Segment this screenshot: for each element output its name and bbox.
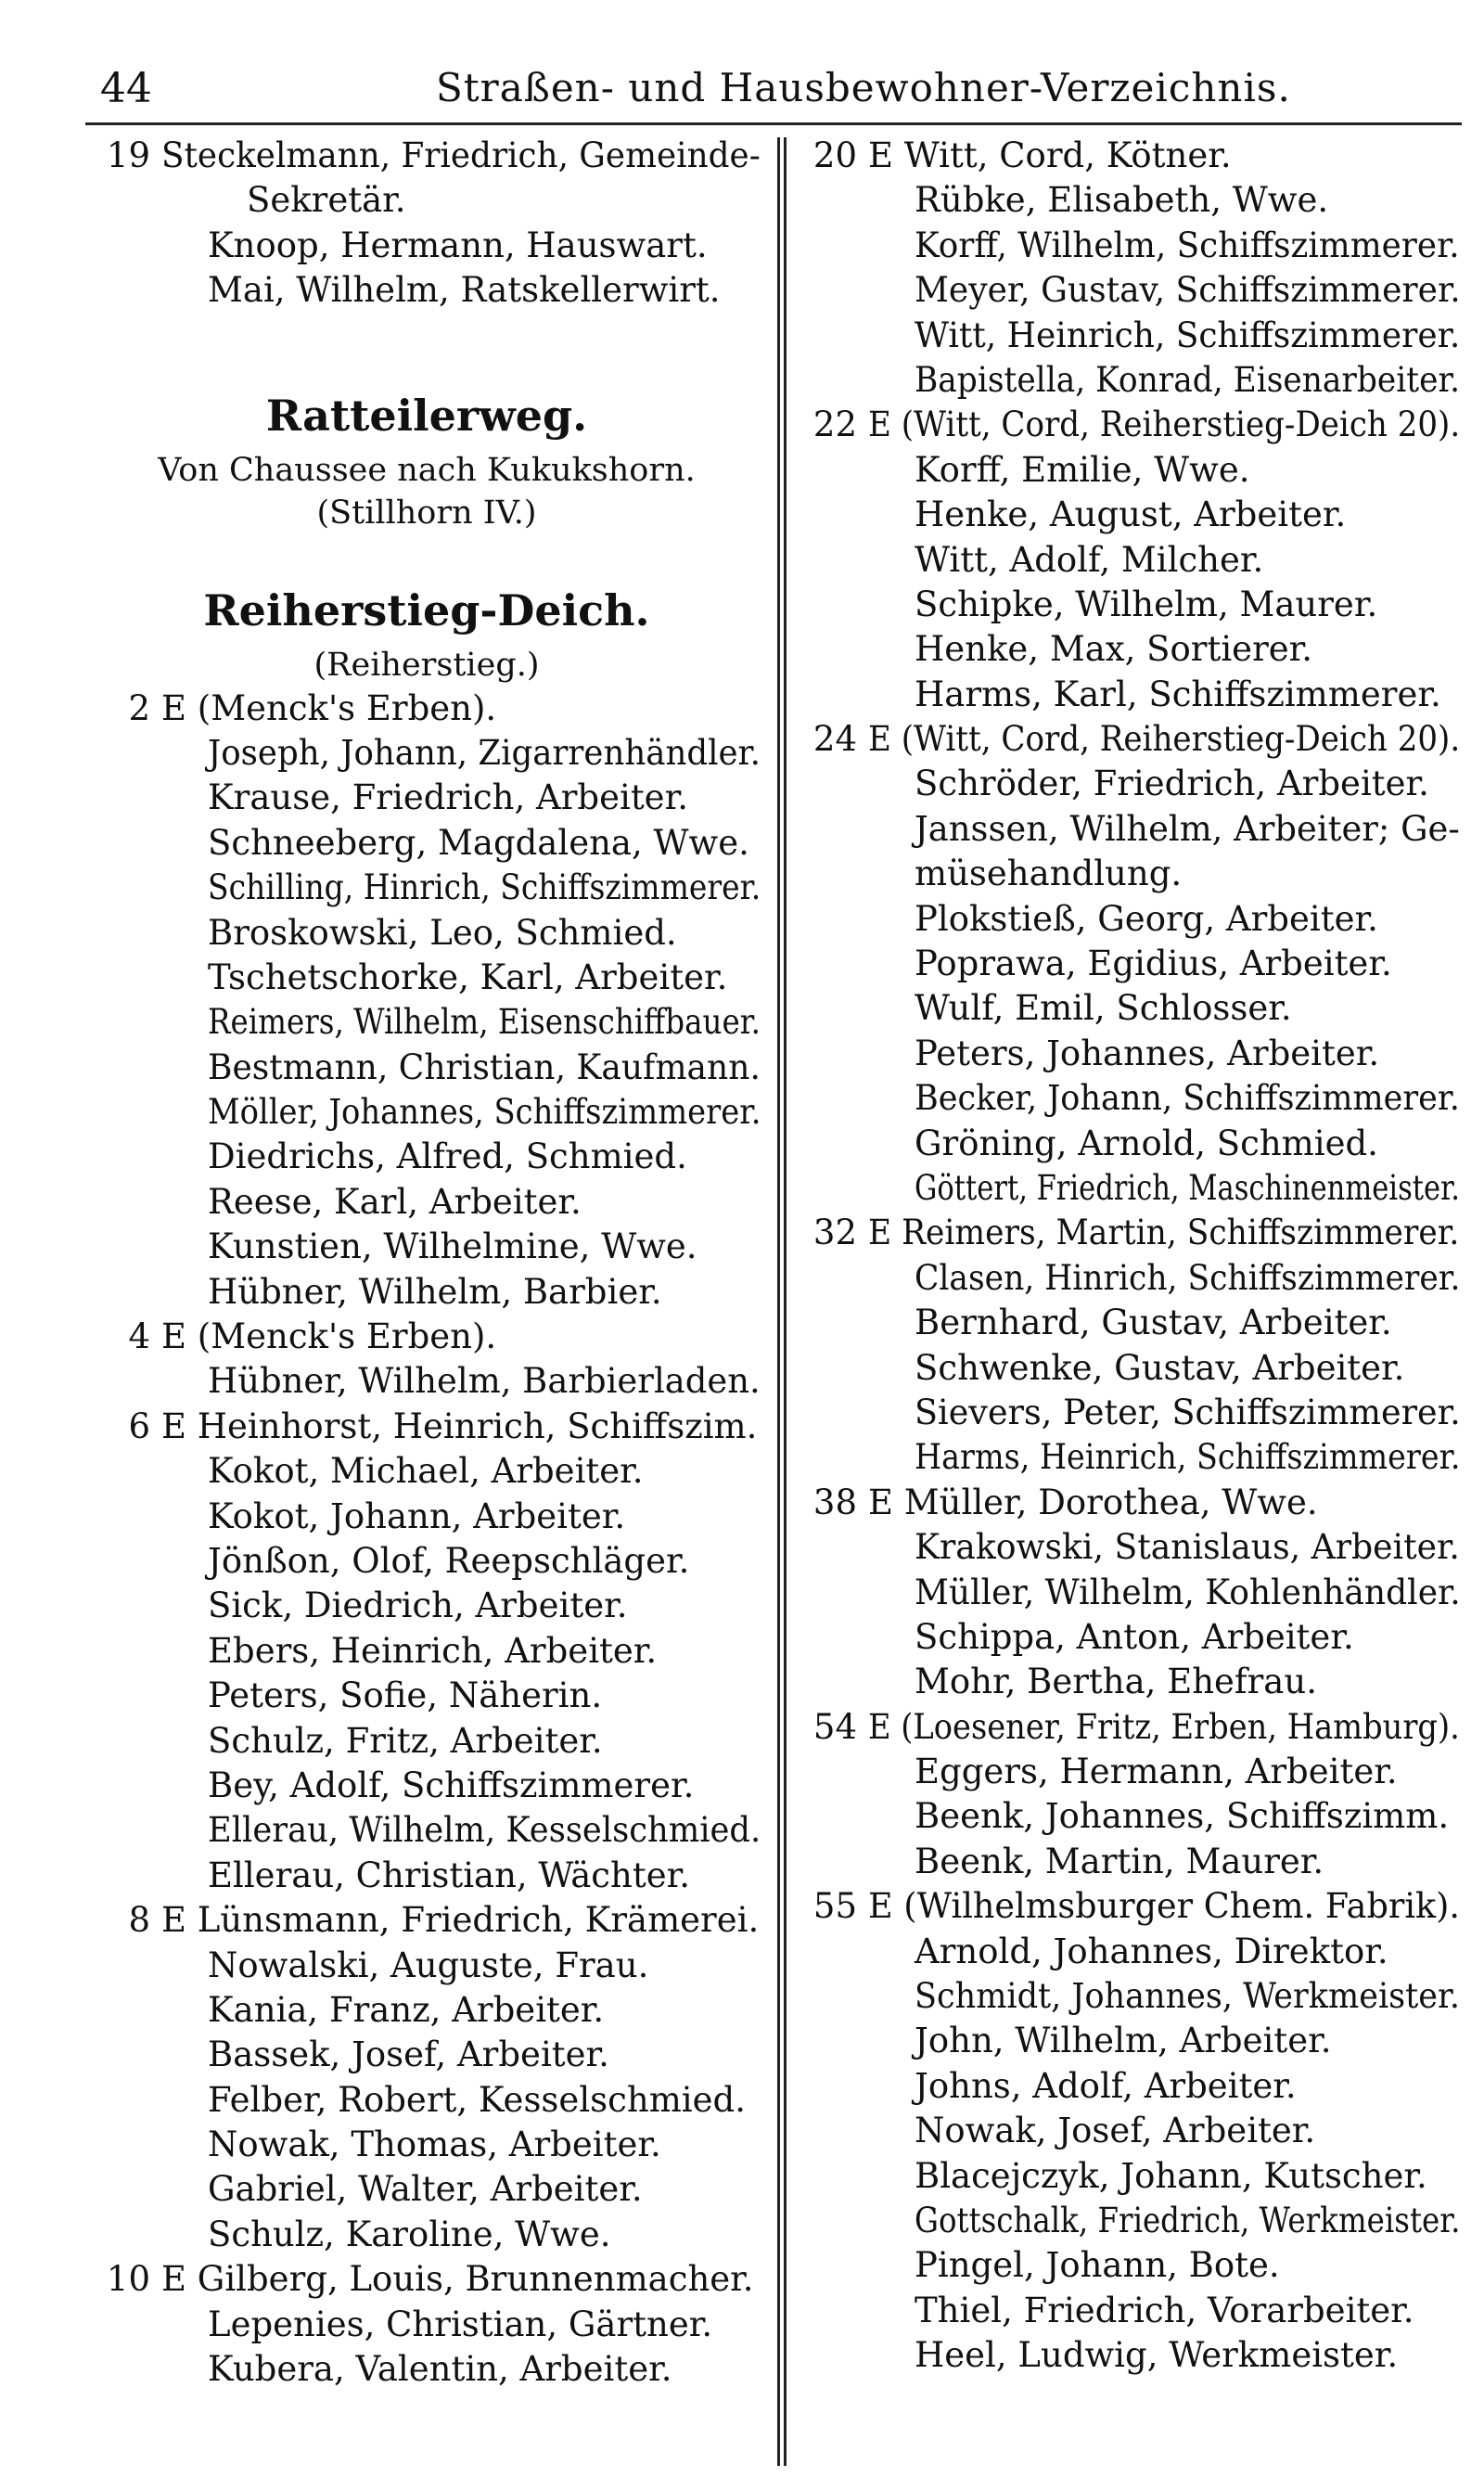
owner-entry: E Reimers, Martin, Schiffszimmerer. — [868, 1213, 1460, 1253]
resident-entry: Diedrichs, Alfred, Schmied. — [208, 1136, 687, 1177]
resident-line — [796, 762, 1464, 806]
resident-entry: Hübner, Wilhelm, Barbier. — [208, 1271, 662, 1312]
street-title-ratteilerweg: Ratteilerweg. — [265, 390, 588, 441]
house-number: 54 — [812, 1706, 857, 1747]
page-number: 44 — [100, 65, 152, 112]
right-house-list — [796, 134, 1464, 2379]
resident-line — [89, 1808, 764, 1853]
house-38-owner-line — [796, 1481, 1464, 1525]
resident-entry: Ebers, Heinrich, Arbeiter. — [208, 1630, 658, 1671]
resident-line — [89, 268, 764, 313]
resident-line — [796, 942, 1464, 986]
resident-line — [89, 1046, 764, 1090]
column-divider — [777, 137, 787, 2466]
resident-entry: Gottschalk, Friedrich, Werkmeister. — [915, 2200, 1461, 2240]
resident-line — [796, 897, 1464, 942]
resident-line — [796, 2333, 1464, 2378]
resident-entry: Bey, Adolf, Schiffszimmerer. — [208, 1765, 695, 1805]
owner-entry: E (Menck's Erben). — [161, 687, 497, 728]
resident-line — [796, 1615, 1464, 1660]
house-number: 55 — [812, 1886, 857, 1927]
resident-line — [89, 1719, 764, 1764]
resident-line — [796, 583, 1464, 627]
resident-entry: Steckelmann, Friedrich, Gemeinde- — [161, 135, 761, 175]
resident-entry: Knoop, Hermann, Hauswart. — [208, 225, 708, 265]
resident-entry: Nowak, Thomas, Arbeiter. — [208, 2124, 661, 2165]
resident-entry: Witt, Heinrich, Schiffszimmerer. — [915, 314, 1461, 355]
house-number: 2 — [128, 687, 150, 728]
resident-entry: Bassek, Josef, Arbeiter. — [208, 2034, 609, 2075]
continuation-line — [89, 178, 764, 223]
resident-entry: Blacejczyk, Johann, Kutscher. — [915, 2155, 1427, 2196]
resident-line — [89, 1854, 764, 1898]
resident-entry: Kunstien, Wilhelmine, Wwe. — [208, 1226, 697, 1267]
resident-entry: Broskowski, Leo, Schmied. — [208, 912, 677, 953]
resident-entry: Witt, Adolf, Milcher. — [915, 539, 1264, 580]
resident-entry: Göttert, Friedrich, Maschinenmeister. — [915, 1167, 1461, 1208]
house-22-owner-line — [796, 403, 1464, 447]
resident-entry: Peters, Johannes, Arbeiter. — [915, 1033, 1380, 1073]
owner-entry: E Lünsmann, Friedrich, Krämerei. — [161, 1900, 760, 1941]
resident-line — [796, 2199, 1464, 2243]
resident-entry: Müller, Wilhelm, Kohlenhändler. — [915, 1572, 1461, 1612]
resident-entry: Schmidt, Johannes, Werkmeister. — [915, 1976, 1461, 2017]
resident-entry: Möller, Johannes, Schiffszimmerer. — [208, 1092, 761, 1133]
resident-line — [796, 1076, 1464, 1121]
resident-entry: Kania, Franz, Arbeiter. — [208, 1989, 605, 2030]
resident-line — [796, 986, 1464, 1031]
resident-line — [796, 627, 1464, 672]
resident-entry-continuation: Sekretär. — [247, 180, 406, 221]
resident-entry: Jönßon, Olof, Reepschläger. — [208, 1540, 690, 1581]
resident-entry: Schipke, Wilhelm, Maurer. — [915, 584, 1378, 624]
house-number: 20 — [812, 135, 857, 175]
resident-entry: Kubera, Valentin, Arbeiter. — [208, 2349, 672, 2390]
resident-entry: Schröder, Friedrich, Arbeiter. — [915, 764, 1429, 804]
resident-line — [796, 2289, 1464, 2333]
resident-line — [796, 2243, 1464, 2288]
resident-entry: Reese, Karl, Arbeiter. — [208, 1181, 582, 1222]
resident-entry: Tschetschorke, Karl, Arbeiter. — [208, 956, 728, 997]
resident-line — [89, 956, 764, 1000]
section-gap — [89, 534, 764, 577]
resident-line — [796, 1750, 1464, 1794]
resident-line — [796, 2109, 1464, 2153]
resident-line — [796, 852, 1464, 896]
resident-line — [796, 538, 1464, 583]
resident-line — [89, 1090, 764, 1135]
resident-entry: Beenk, Martin, Maurer. — [915, 1841, 1324, 1881]
resident-line — [89, 866, 764, 910]
resident-line — [796, 358, 1464, 403]
resident-entry: Harms, Karl, Schiffszimmerer. — [915, 674, 1441, 714]
resident-entry: Janssen, Wilhelm, Arbeiter; Ge- — [915, 808, 1460, 849]
resident-line — [89, 1359, 764, 1404]
resident-entry: John, Wilhelm, Arbeiter. — [915, 2021, 1332, 2061]
resident-line — [89, 1449, 764, 1494]
house-number: 4 — [128, 1316, 150, 1357]
resident-line — [89, 1674, 764, 1718]
resident-line — [89, 1988, 764, 2033]
resident-entry: Wulf, Emil, Schlosser. — [915, 988, 1292, 1029]
resident-entry: Nowalski, Auguste, Frau. — [208, 1944, 649, 1985]
house-19-line — [89, 134, 764, 178]
street-title-reiherstieg-deich: Reiherstieg-Deich. — [203, 584, 650, 635]
house-20-owner-line — [796, 134, 1464, 178]
resident-entry: Schwenke, Gustav, Arbeiter. — [915, 1347, 1405, 1388]
owner-entry: E (Loesener, Fritz, Erben, Hamburg). — [868, 1706, 1460, 1747]
resident-line — [89, 1000, 764, 1045]
resident-line — [796, 1660, 1464, 1704]
resident-line — [796, 1166, 1464, 1211]
resident-line — [796, 224, 1464, 268]
house-number: 19 — [106, 135, 150, 175]
house-2-owner-line — [89, 687, 764, 731]
resident-line — [796, 673, 1464, 717]
resident-line — [796, 268, 1464, 313]
resident-line — [89, 2123, 764, 2167]
resident-entry: Gabriel, Walter, Arbeiter. — [208, 2169, 643, 2210]
resident-line — [89, 2213, 764, 2257]
resident-line — [89, 1495, 764, 1539]
resident-line — [89, 776, 764, 820]
running-title: Straßen- und Hausbewohner-Verzeichnis. — [436, 65, 1291, 110]
resident-line — [89, 1180, 764, 1225]
resident-line — [89, 1539, 764, 1584]
resident-entry: Krause, Friedrich, Arbeiter. — [208, 777, 688, 818]
resident-entry: Rübke, Elisabeth, Wwe. — [915, 180, 1329, 221]
resident-line — [796, 1794, 1464, 1839]
resident-line — [796, 1571, 1464, 1615]
owner-entry: E (Wilhelmsburger Chem. Fabrik). — [868, 1886, 1461, 1927]
left-house-list — [89, 687, 764, 2393]
resident-line — [796, 1032, 1464, 1076]
house-55-owner-line — [796, 1884, 1464, 1929]
resident-line — [89, 2078, 764, 2123]
house-6-owner-line — [89, 1405, 764, 1449]
resident-entry: Pingel, Johann, Bote. — [915, 2245, 1280, 2286]
resident-entry: Reimers, Wilhelm, Eisenschiffbauer. — [208, 1002, 761, 1043]
resident-line — [89, 2033, 764, 2077]
resident-line — [89, 1270, 764, 1315]
resident-entry: Gröning, Arnold, Schmied. — [915, 1123, 1378, 1163]
resident-entry: Schulz, Karoline, Wwe. — [208, 2214, 611, 2254]
house-24-owner-line — [796, 717, 1464, 762]
owner-entry: E Gilberg, Louis, Brunnenmacher. — [161, 2259, 754, 2300]
resident-line — [796, 1525, 1464, 1570]
house-number: 10 — [106, 2259, 150, 2300]
resident-entry: Bapistella, Konrad, Eisenarbeiter. — [915, 359, 1461, 400]
owner-entry: E Witt, Cord, Kötner. — [868, 135, 1232, 175]
resident-entry: Schilling, Hinrich, Schiffszimmerer. — [208, 867, 761, 908]
resident-entry: Clasen, Hinrich, Schiffszimmerer. — [915, 1257, 1461, 1298]
resident-entry: Lepenies, Christian, Gärtner. — [208, 2304, 713, 2344]
resident-line — [89, 1225, 764, 1269]
resident-entry: Felber, Robert, Kesselschmied. — [208, 2079, 746, 2120]
resident-entry: Schulz, Fritz, Arbeiter. — [208, 1720, 603, 1761]
resident-entry: Harms, Heinrich, Schiffszimmerer. — [915, 1437, 1461, 1478]
resident-entry: Ellerau, Wilhelm, Kesselschmied. — [208, 1810, 761, 1851]
resident-line — [796, 1930, 1464, 1974]
section-gap — [89, 314, 764, 382]
resident-line — [796, 314, 1464, 358]
resident-line — [89, 2347, 764, 2392]
resident-line — [796, 1974, 1464, 2019]
resident-entry: Joseph, Johann, Zigarrenhändler. — [208, 732, 761, 773]
resident-entry: Henke, Max, Sortierer. — [915, 629, 1313, 670]
house-number: 32 — [812, 1213, 857, 1253]
house-number: 38 — [812, 1482, 857, 1522]
owner-entry: E (Witt, Cord, Reiherstieg-Deich 20). — [868, 404, 1461, 445]
resident-line — [89, 731, 764, 776]
resident-entry: Mohr, Bertha, Ehefrau. — [915, 1662, 1317, 1702]
left-column — [89, 134, 764, 2392]
resident-line — [89, 224, 764, 268]
resident-entry: Plokstieß, Georg, Arbeiter. — [915, 898, 1378, 939]
house-number: 24 — [812, 719, 857, 760]
resident-entry: Arnold, Johannes, Direktor. — [915, 1931, 1388, 1971]
resident-line — [796, 1391, 1464, 1435]
resident-line — [796, 2154, 1464, 2199]
resident-line — [89, 1584, 764, 1628]
resident-entry: Korff, Emilie, Wwe. — [915, 449, 1250, 490]
resident-line — [796, 807, 1464, 852]
resident-line — [796, 1301, 1464, 1345]
resident-entry: Eggers, Hermann, Arbeiter. — [915, 1752, 1398, 1792]
resident-line — [796, 1122, 1464, 1166]
resident-entry: Ellerau, Christian, Wächter. — [208, 1855, 691, 1895]
resident-line — [89, 1944, 764, 1988]
resident-line — [89, 2167, 764, 2212]
resident-entry: Sievers, Peter, Schiffszimmerer. — [915, 1392, 1461, 1432]
resident-line — [796, 1256, 1464, 1301]
house-number: 8 — [128, 1900, 150, 1941]
owner-entry: E (Menck's Erben). — [161, 1316, 497, 1357]
resident-entry: Nowak, Josef, Arbeiter. — [915, 2111, 1316, 2151]
resident-entry: Peters, Sofie, Näherin. — [208, 1675, 603, 1716]
resident-entry: Johns, Adolf, Arbeiter. — [915, 2065, 1297, 2106]
resident-entry: Bestmann, Christian, Kaufmann. — [208, 1046, 761, 1087]
resident-entry: Schippa, Anton, Arbeiter. — [915, 1616, 1354, 1657]
right-column — [796, 134, 1464, 2379]
street-subtitle: (Reiherstieg.) — [313, 646, 540, 684]
resident-line — [796, 2019, 1464, 2063]
resident-entry: Hübner, Wilhelm, Barbierladen. — [208, 1361, 761, 1402]
resident-entry: müsehandlung. — [915, 853, 1183, 894]
resident-line — [796, 178, 1464, 223]
house-32-owner-line — [796, 1211, 1464, 1255]
resident-entry: Beenk, Johannes, Schiffszimm. — [915, 1796, 1450, 1837]
resident-entry: Krakowski, Stanislaus, Arbeiter. — [915, 1527, 1460, 1568]
owner-entry: E (Witt, Cord, Reiherstieg-Deich 20). — [868, 719, 1461, 760]
resident-entry: Schneeberg, Magdalena, Wwe. — [208, 822, 749, 863]
resident-line — [796, 1435, 1464, 1480]
resident-entry: Meyer, Gustav, Schiffszimmerer. — [915, 270, 1461, 311]
resident-entry: Heel, Ludwig, Werkmeister. — [915, 2335, 1399, 2376]
owner-entry: E Müller, Dorothea, Wwe. — [868, 1482, 1318, 1522]
resident-entry: Becker, Johann, Schiffszimmerer. — [915, 1078, 1460, 1119]
resident-entry: Henke, August, Arbeiter. — [915, 494, 1347, 535]
resident-line — [89, 1764, 764, 1808]
owner-entry: E Heinhorst, Heinrich, Schiffszim. — [161, 1405, 758, 1446]
resident-line — [796, 2064, 1464, 2109]
resident-line — [89, 1629, 764, 1674]
house-8-owner-line — [89, 1898, 764, 1943]
house-number: 6 — [128, 1405, 150, 1446]
resident-line — [89, 1135, 764, 1179]
resident-line — [89, 911, 764, 956]
resident-entry: Korff, Wilhelm, Schiffszimmerer. — [915, 225, 1460, 265]
street-subtitle: Von Chaussee nach Kukukshorn. — [158, 451, 696, 489]
resident-entry: Kokot, Michael, Arbeiter. — [208, 1451, 644, 1492]
house-number: 22 — [812, 404, 857, 445]
resident-entry: Bernhard, Gustav, Arbeiter. — [915, 1303, 1392, 1343]
street-subtitle: (Stillhorn IV.) — [316, 494, 537, 532]
header-rule — [85, 122, 1462, 125]
resident-entry: Sick, Diedrich, Arbeiter. — [208, 1585, 628, 1626]
resident-line — [89, 821, 764, 866]
house-54-owner-line — [796, 1705, 1464, 1750]
house-10-owner-line — [89, 2257, 764, 2302]
resident-line — [796, 493, 1464, 537]
resident-entry: Thiel, Friedrich, Vorarbeiter. — [915, 2290, 1414, 2330]
resident-line — [796, 1346, 1464, 1391]
resident-entry: Mai, Wilhelm, Ratskellerwirt. — [208, 270, 721, 311]
resident-line — [796, 1840, 1464, 1884]
house-4-owner-line — [89, 1315, 764, 1359]
resident-line — [89, 2303, 764, 2347]
resident-entry: Kokot, Johann, Arbeiter. — [208, 1495, 626, 1536]
resident-line — [796, 448, 1464, 493]
resident-entry: Poprawa, Egidius, Arbeiter. — [915, 943, 1392, 984]
